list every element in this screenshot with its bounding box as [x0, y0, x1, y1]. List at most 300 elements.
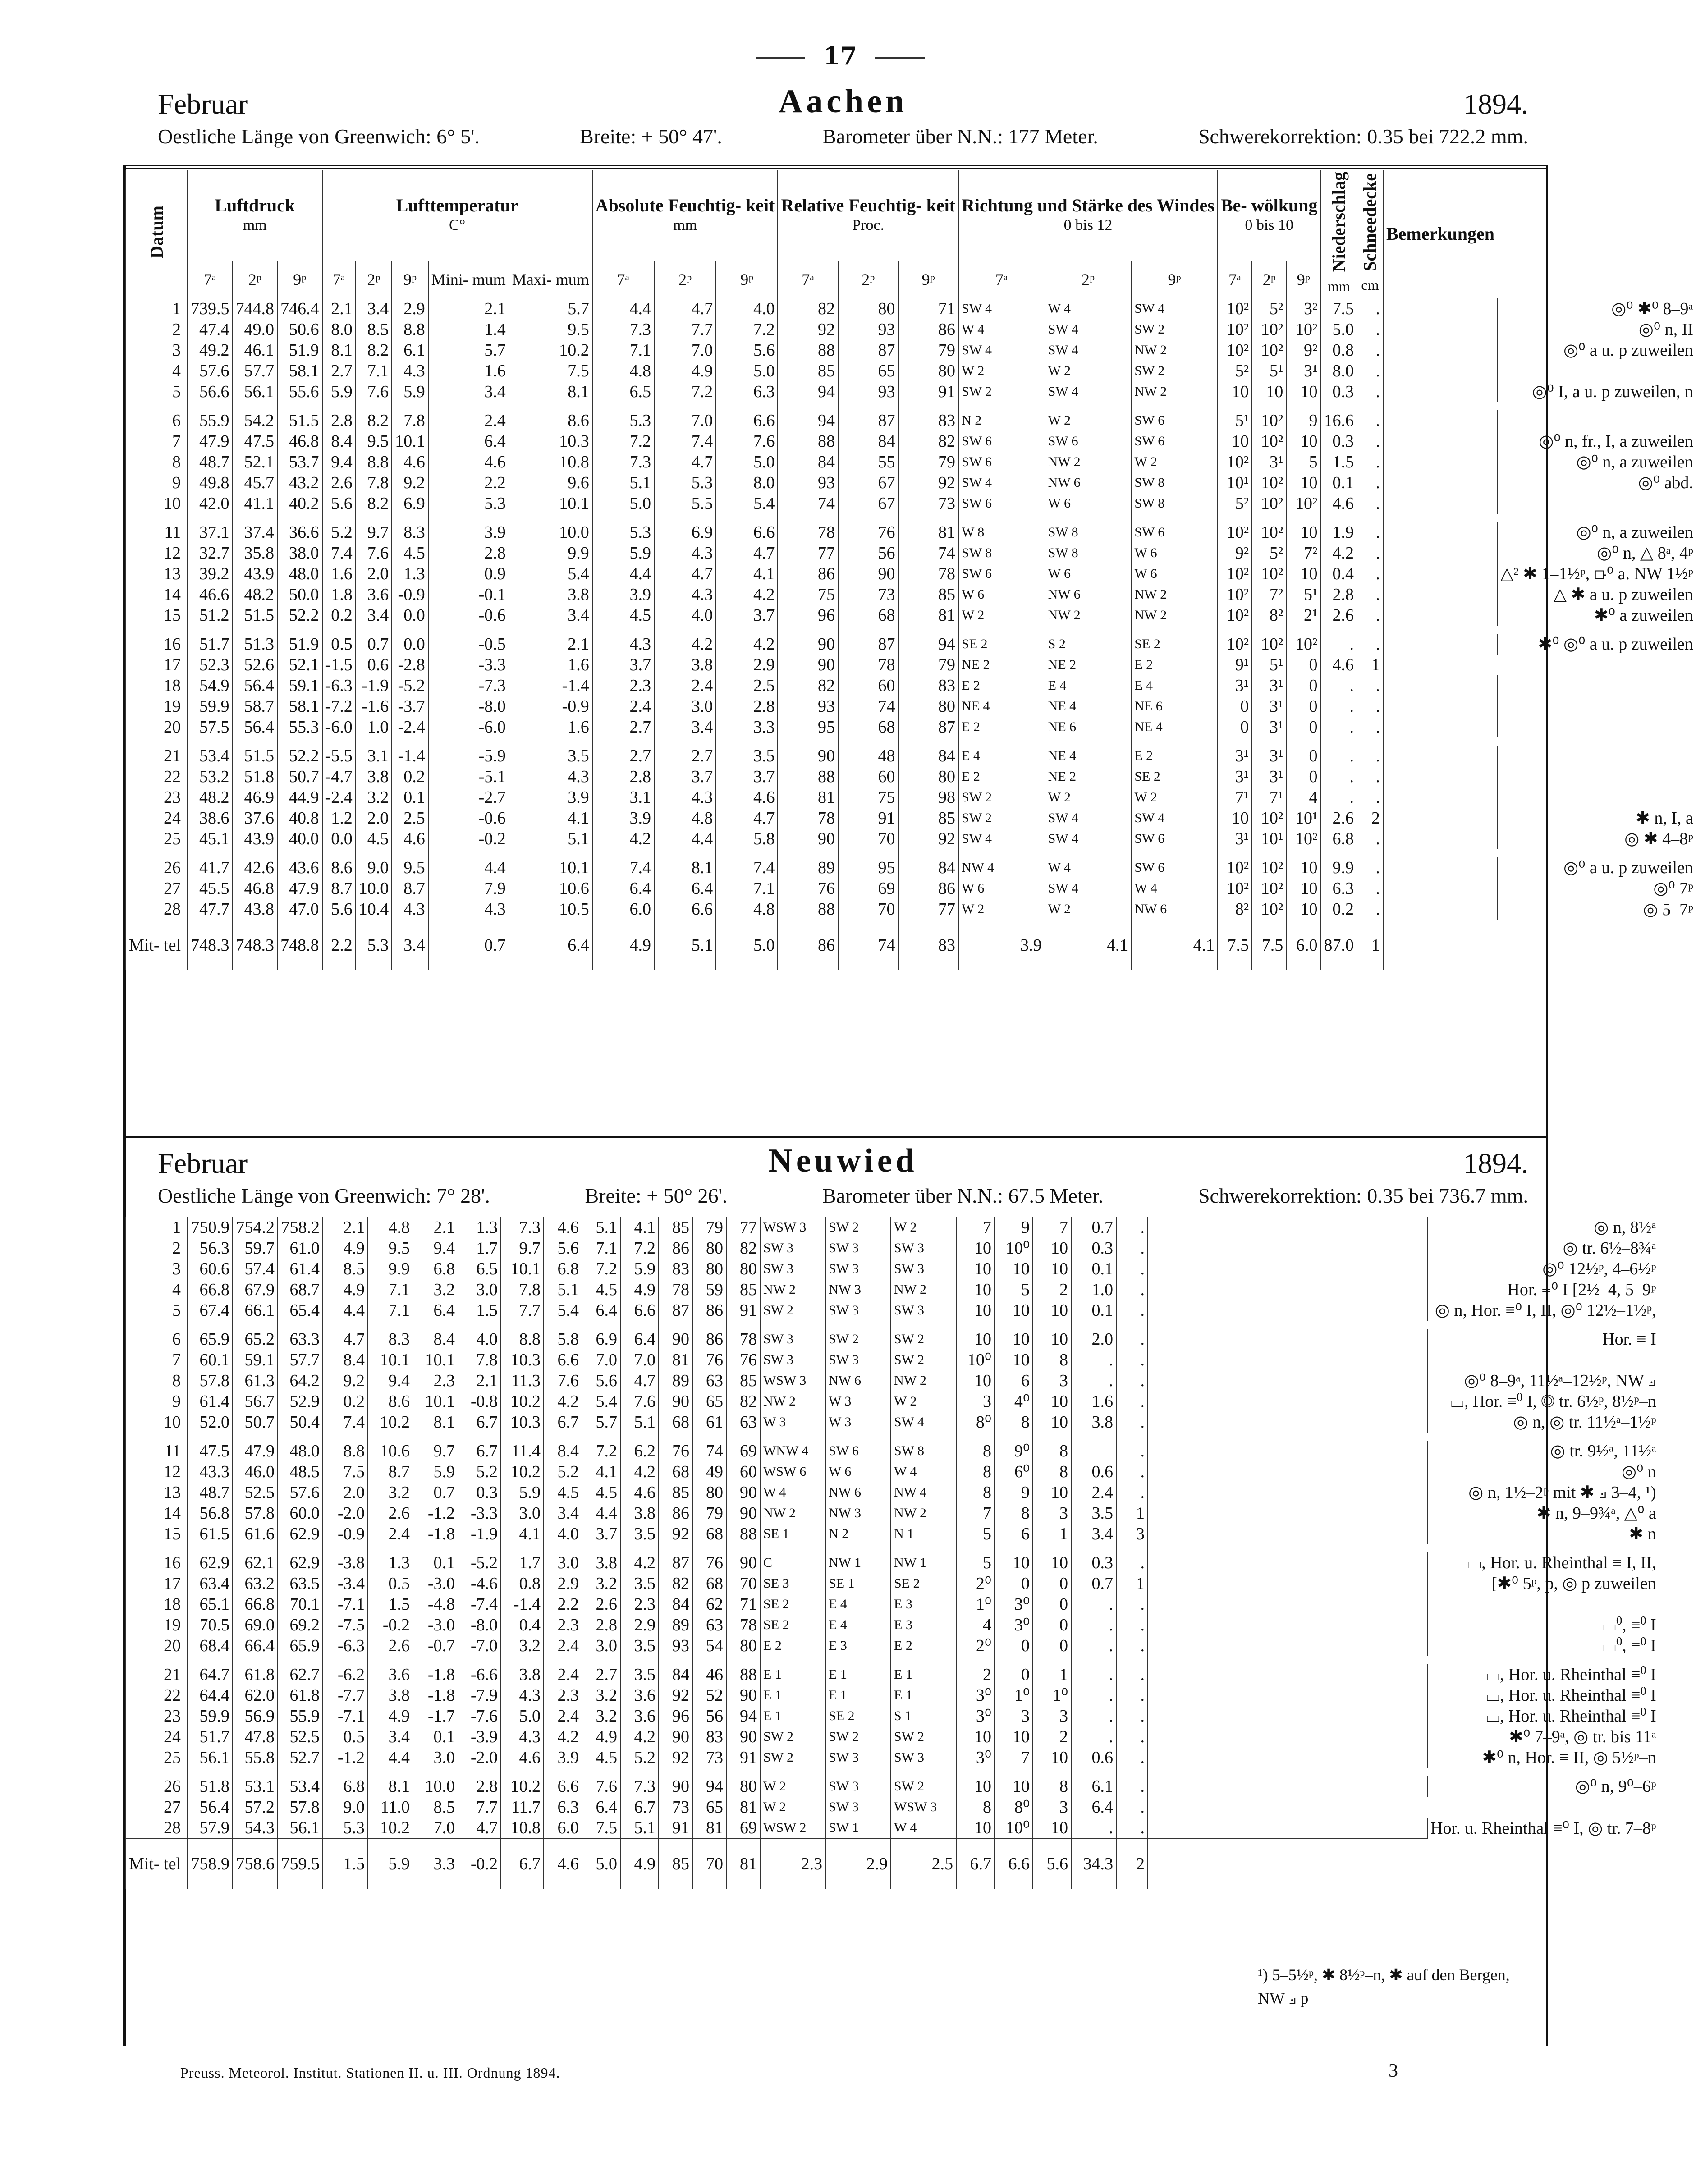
data-cell: 52.5 [233, 1482, 278, 1503]
table-row [126, 1300, 1659, 1321]
data-cell: E 3 [891, 1594, 956, 1615]
data-cell: 68 [659, 1412, 692, 1433]
data-cell: 6.4 [654, 878, 716, 899]
data-cell: E 3 [825, 1635, 891, 1656]
data-cell: W 2 [760, 1797, 825, 1818]
data-cell: E 2 [958, 675, 1045, 696]
data-cell: 7.8 [356, 472, 392, 493]
remark-cell [1148, 1370, 1427, 1391]
gap-cell [1383, 402, 1497, 410]
gap-cell [458, 1656, 501, 1664]
data-cell: 2.5 [716, 675, 778, 696]
subheader-cell: 9ᵖ [1286, 261, 1320, 298]
data-cell: 2.9 [544, 1573, 582, 1594]
data-cell: 10² [1218, 584, 1252, 605]
remark-cell [1148, 1594, 1427, 1615]
mean-cell: 81 [726, 1839, 760, 1889]
data-cell: -2.4 [392, 717, 428, 737]
data-cell: 7.0 [620, 1350, 659, 1370]
data-cell: 60.1 [188, 1350, 233, 1370]
data-cell: 8.8 [356, 452, 392, 472]
data-cell: 5.6 [322, 899, 356, 920]
data-cell: 5.4 [582, 1391, 620, 1412]
data-cell: NE 6 [1045, 717, 1132, 737]
data-cell: 3.1 [592, 787, 654, 808]
table-row [126, 584, 1696, 605]
data-cell: 4.5 [592, 605, 654, 626]
data-cell: E 1 [760, 1706, 825, 1726]
data-cell: 47.9 [233, 1441, 278, 1461]
gap-cell [1357, 737, 1383, 746]
data-cell: 1.6 [428, 361, 509, 381]
gap-cell [126, 402, 188, 410]
data-cell: SE 3 [760, 1573, 825, 1594]
data-cell: 10² [1252, 493, 1286, 514]
data-cell: 46.0 [233, 1461, 278, 1482]
gap-cell [1218, 402, 1252, 410]
data-cell: E 2 [1131, 746, 1218, 766]
data-cell: 4.4 [582, 1503, 620, 1524]
data-cell: 88 [778, 766, 838, 787]
gap-cell [956, 1321, 995, 1329]
data-cell: . [1357, 410, 1383, 431]
data-cell: ⌴, Hor. u. Rheinthal ≡⁰ I [1427, 1664, 1659, 1685]
data-cell: 25 [126, 829, 188, 849]
data-cell: 46.8 [277, 431, 322, 452]
data-cell: -1.8 [413, 1664, 458, 1685]
data-cell: 10.1 [368, 1350, 413, 1370]
data-cell: 0.3 [1320, 431, 1357, 452]
data-cell: Hor. ≡ I [1427, 1329, 1659, 1350]
data-cell: 82 [726, 1391, 760, 1412]
table-row [126, 1706, 1659, 1726]
data-cell: 13 [126, 563, 188, 584]
data-cell: 11 [126, 522, 188, 543]
data-cell: . [1116, 1552, 1148, 1573]
table-row [126, 1776, 1659, 1797]
data-cell: 3¹ [1218, 675, 1252, 696]
data-cell: 47.8 [233, 1726, 278, 1747]
data-cell: 11.0 [368, 1797, 413, 1818]
gap-cell [501, 1433, 544, 1441]
data-cell: SW 2 [891, 1329, 956, 1350]
data-cell: SW 3 [825, 1259, 891, 1279]
data-cell: 1.0 [1071, 1279, 1116, 1300]
data-cell: ✱⁰ n, Hor. ≡ II, ◎ 5½ᵖ–n [1427, 1747, 1659, 1768]
data-cell: 84 [838, 431, 898, 452]
data-cell: E 4 [825, 1615, 891, 1635]
data-cell: SE 2 [825, 1706, 891, 1726]
data-cell: . [1357, 493, 1383, 514]
gap-cell [278, 1321, 323, 1329]
data-cell: 47.9 [188, 431, 233, 452]
data-cell: 10.6 [509, 878, 592, 899]
gap-cell [322, 514, 356, 522]
data-cell: 84 [659, 1664, 692, 1685]
data-cell: W 3 [825, 1391, 891, 1412]
table-row [126, 431, 1696, 452]
gap-cell [544, 1656, 582, 1664]
remark-cell [1148, 1259, 1427, 1279]
data-cell: 4.6 [544, 1217, 582, 1238]
data-cell: 7.6 [356, 381, 392, 402]
data-cell: 6.5 [592, 381, 654, 402]
data-cell: SW 6 [825, 1441, 891, 1461]
table-row [126, 1217, 1659, 1238]
data-cell: SW 2 [760, 1300, 825, 1321]
gap-cell [368, 1656, 413, 1664]
gap-cell [958, 402, 1045, 410]
gap-cell [1045, 402, 1132, 410]
subheader-cell: 9ᵖ [716, 261, 778, 298]
data-cell: 8.2 [356, 410, 392, 431]
data-cell: 0 [1218, 717, 1252, 737]
data-cell: W 4 [958, 319, 1045, 340]
data-cell: 9² [1218, 543, 1252, 563]
data-cell: 5.7 [582, 1412, 620, 1433]
remark-cell [1148, 1573, 1427, 1594]
data-cell: 8 [956, 1441, 995, 1461]
data-cell: 95 [778, 717, 838, 737]
data-cell: 52 [692, 1685, 726, 1706]
data-cell: 3¹ [1252, 746, 1286, 766]
data-cell: . [1320, 675, 1357, 696]
gap-cell [726, 1544, 760, 1552]
data-cell: 0.1 [1071, 1300, 1116, 1321]
data-cell: 1.6 [322, 563, 356, 584]
data-cell: 5.0 [592, 493, 654, 514]
data-cell: -8.0 [458, 1615, 501, 1635]
data-cell: 65.9 [188, 1329, 233, 1350]
data-cell: 68 [659, 1461, 692, 1482]
data-cell: 746.4 [277, 298, 322, 319]
data-cell: 3 [126, 340, 188, 361]
data-cell: -3.0 [413, 1573, 458, 1594]
data-cell: -1.8 [413, 1685, 458, 1706]
table-row [126, 1818, 1659, 1839]
data-cell: 2.6 [1320, 808, 1357, 829]
data-cell: 75 [838, 787, 898, 808]
gap-cell [838, 402, 898, 410]
data-cell: 0 [1218, 696, 1252, 717]
data-cell: 65.4 [278, 1300, 323, 1321]
data-cell: 10⁰ [995, 1818, 1033, 1839]
data-cell: 0.0 [392, 634, 428, 655]
data-cell: 8 [995, 1503, 1033, 1524]
table-row [126, 1370, 1659, 1391]
gap-cell [356, 514, 392, 522]
data-cell: 82 [778, 675, 838, 696]
data-cell: 10 [956, 1279, 995, 1300]
data-cell: WSW 3 [760, 1370, 825, 1391]
mean-cell: 5.0 [716, 920, 778, 970]
data-cell: 4.7 [620, 1370, 659, 1391]
data-cell: SW 8 [1131, 472, 1218, 493]
gap-cell [838, 514, 898, 522]
data-cell: 3.2 [368, 1482, 413, 1503]
gap-cell [323, 1321, 368, 1329]
data-cell: 4.3 [509, 766, 592, 787]
gap-cell [392, 626, 428, 634]
data-cell: SW 4 [1045, 808, 1132, 829]
data-cell: . [1116, 1747, 1148, 1768]
data-cell: 10.4 [356, 899, 392, 920]
subheader-cell: 7ᵃ [958, 261, 1045, 298]
data-cell: 57.2 [233, 1797, 278, 1818]
gap-cell [760, 1321, 825, 1329]
data-cell: SW 3 [760, 1259, 825, 1279]
gap-cell [825, 1544, 891, 1552]
gap-cell [277, 737, 322, 746]
data-cell: 66.8 [233, 1594, 278, 1615]
gap-cell [458, 1321, 501, 1329]
gap-cell [1116, 1544, 1148, 1552]
data-cell: 52.2 [277, 746, 322, 766]
data-cell: 2.8 [582, 1615, 620, 1635]
data-cell: SW 6 [958, 563, 1045, 584]
data-cell: . [1071, 1615, 1116, 1635]
data-cell: 4.9 [368, 1706, 413, 1726]
table-row [126, 1524, 1659, 1544]
data-cell: 48.0 [277, 563, 322, 584]
data-cell: 57.7 [278, 1350, 323, 1370]
data-cell: 3.5 [620, 1664, 659, 1685]
table-row [126, 829, 1696, 849]
data-cell: W 2 [958, 899, 1045, 920]
data-cell: 3.8 [509, 584, 592, 605]
data-cell: 10⁰ [956, 1350, 995, 1370]
data-cell: 5.4 [509, 563, 592, 584]
data-cell: ◎ tr. 9½ᵃ, 11½ᵃ [1427, 1441, 1659, 1461]
data-cell: 10.2 [501, 1776, 544, 1797]
data-cell: 71 [726, 1594, 760, 1615]
mean-cell: 758.6 [233, 1839, 278, 1889]
gap-cell [1116, 1768, 1148, 1776]
gap-cell [368, 1544, 413, 1552]
data-cell: 10 [1218, 431, 1252, 452]
data-cell: . [1116, 1441, 1148, 1461]
data-cell: 55.3 [277, 717, 322, 737]
gap-cell [188, 1321, 233, 1329]
data-cell: 5.6 [322, 493, 356, 514]
data-cell: 10⁰ [995, 1238, 1033, 1259]
data-cell: -1.4 [501, 1594, 544, 1615]
data-cell: 60 [838, 675, 898, 696]
data-cell: 10² [1286, 493, 1320, 514]
table-row [126, 1726, 1659, 1747]
data-cell: 3.7 [716, 605, 778, 626]
data-cell: -1.2 [413, 1503, 458, 1524]
data-cell: 8.1 [322, 340, 356, 361]
data-cell: 3¹ [1252, 675, 1286, 696]
data-cell: 43.9 [233, 563, 278, 584]
data-cell: 6.4 [582, 1300, 620, 1321]
data-cell: 2.4 [544, 1635, 582, 1656]
data-cell: 61.4 [188, 1391, 233, 1412]
data-cell: 0.7 [1071, 1573, 1116, 1594]
data-cell: 2⁰ [956, 1573, 995, 1594]
data-cell: NW 2 [1131, 381, 1218, 402]
data-cell: 5.4 [716, 493, 778, 514]
data-cell: 56 [838, 543, 898, 563]
data-cell: 67.9 [233, 1279, 278, 1300]
data-cell: 8.5 [323, 1259, 368, 1279]
data-cell: 70.1 [278, 1594, 323, 1615]
data-cell: 93 [838, 319, 898, 340]
data-cell: 77 [778, 543, 838, 563]
gap-cell [1045, 849, 1132, 857]
remark-cell [1148, 1441, 1427, 1461]
data-cell: 13 [126, 1482, 188, 1503]
data-cell: W 2 [1045, 361, 1132, 381]
data-cell: 85 [726, 1370, 760, 1391]
data-cell: 10 [995, 1776, 1033, 1797]
data-cell: . [1116, 1706, 1148, 1726]
gap-cell [1357, 402, 1383, 410]
mean-cell: 748.3 [188, 920, 233, 970]
data-cell: NW 6 [1045, 584, 1132, 605]
data-cell: . [1357, 381, 1383, 402]
data-cell: △ ✱ a u. p zuweilen [1497, 584, 1696, 605]
data-cell: 3¹ [1252, 452, 1286, 472]
data-cell: 4.1 [501, 1524, 544, 1544]
data-cell: 18 [126, 1594, 188, 1615]
data-cell: 0.1 [413, 1552, 458, 1573]
data-cell: E 2 [958, 766, 1045, 787]
data-cell: 5.2 [322, 522, 356, 543]
data-cell: SW 2 [760, 1747, 825, 1768]
data-cell: 6.7 [620, 1797, 659, 1818]
table-row [126, 746, 1696, 766]
data-cell: . [1116, 1391, 1148, 1412]
data-cell: 36.6 [277, 522, 322, 543]
data-cell: 10¹ [1218, 472, 1252, 493]
data-cell: 0.1 [392, 787, 428, 808]
data-cell: 2.9 [392, 298, 428, 319]
data-cell: 10.2 [368, 1412, 413, 1433]
data-cell: SW 2 [1131, 361, 1218, 381]
data-cell: 85 [659, 1217, 692, 1238]
data-cell: 90 [838, 563, 898, 584]
gap-cell [413, 1433, 458, 1441]
year: 1894. [1463, 1147, 1528, 1179]
data-cell: N 2 [825, 1524, 891, 1544]
data-cell: 92 [659, 1685, 692, 1706]
data-cell: 8² [1218, 899, 1252, 920]
data-cell: 4.5 [356, 829, 392, 849]
data-cell: E 4 [1131, 675, 1218, 696]
data-cell: 4.7 [716, 543, 778, 563]
data-cell: 5.5 [654, 493, 716, 514]
data-cell: ✱ n, 9–9¾ᵃ, △⁰ a [1427, 1503, 1659, 1524]
data-cell: 4.7 [654, 298, 716, 319]
data-cell: 3 [956, 1391, 995, 1412]
data-cell: 49.0 [233, 319, 278, 340]
data-cell [1497, 746, 1696, 766]
table-row [126, 1329, 1659, 1350]
data-cell: 4.1 [582, 1461, 620, 1482]
data-cell: 84 [898, 857, 959, 878]
data-cell: . [1357, 829, 1383, 849]
data-cell: 3.4 [428, 381, 509, 402]
data-cell: -3.8 [323, 1552, 368, 1573]
gap-cell [1383, 737, 1497, 746]
remark-cell [1148, 1635, 1427, 1656]
data-cell: 8.4 [323, 1350, 368, 1370]
data-cell: . [1357, 634, 1383, 655]
data-cell: 2.1 [509, 634, 592, 655]
data-cell: 80 [726, 1776, 760, 1797]
data-cell: 1.0 [356, 717, 392, 737]
data-cell: . [1357, 584, 1383, 605]
data-cell: 3¹ [1252, 766, 1286, 787]
data-cell: -7.4 [458, 1594, 501, 1615]
mean-cell: 6.4 [509, 920, 592, 970]
data-cell: -0.7 [413, 1635, 458, 1656]
data-cell: 87 [838, 634, 898, 655]
gap-cell [188, 737, 233, 746]
data-cell: 7.0 [582, 1350, 620, 1370]
data-cell: 53.1 [233, 1776, 278, 1797]
data-cell: 47.4 [188, 319, 233, 340]
data-cell: 6.8 [323, 1776, 368, 1797]
data-cell: 60.6 [188, 1259, 233, 1279]
subheader-cell: 9ᵖ [898, 261, 959, 298]
gap-cell [413, 1321, 458, 1329]
remark-cell [1148, 1503, 1427, 1524]
remark-cell [1383, 381, 1497, 402]
data-cell: 60 [726, 1461, 760, 1482]
data-cell: 78 [838, 655, 898, 675]
data-cell: E 1 [891, 1664, 956, 1685]
data-cell: SW 6 [1045, 431, 1132, 452]
remark-cell [1148, 1482, 1427, 1503]
remark-cell [1383, 361, 1497, 381]
data-cell: 20 [126, 717, 188, 737]
data-cell: 0.3 [1320, 381, 1357, 402]
data-cell: -3.4 [323, 1573, 368, 1594]
data-cell: 45.1 [188, 829, 233, 849]
gap-cell [891, 1768, 956, 1776]
remark-cell [1383, 634, 1497, 655]
gap-cell [995, 1544, 1033, 1552]
data-cell: . [1116, 1350, 1148, 1370]
data-cell: 8² [1252, 605, 1286, 626]
data-cell: ◎ 5–7ᵖ [1497, 899, 1696, 920]
remark-cell [1383, 563, 1497, 584]
data-cell: 78 [778, 808, 838, 829]
data-cell: 5.0 [716, 361, 778, 381]
table-row [126, 1350, 1659, 1370]
data-cell: 750.9 [188, 1217, 233, 1238]
data-cell: SW 4 [1131, 298, 1218, 319]
data-cell: 10 [956, 1300, 995, 1321]
subheader-cell: Mini- mum [428, 261, 509, 298]
data-cell: 0.2 [392, 766, 428, 787]
gap-cell [659, 1433, 692, 1441]
gap-cell [1357, 514, 1383, 522]
data-cell: 6.0 [592, 899, 654, 920]
data-cell: 8.3 [392, 522, 428, 543]
data-cell: NW 6 [825, 1370, 891, 1391]
gap-cell [323, 1433, 368, 1441]
data-cell: 4.2 [654, 634, 716, 655]
data-cell: 57.6 [188, 361, 233, 381]
table-row [126, 1685, 1659, 1706]
data-cell: 5.2 [544, 1461, 582, 1482]
data-cell: 50.7 [233, 1412, 278, 1433]
data-cell: 83 [898, 675, 959, 696]
